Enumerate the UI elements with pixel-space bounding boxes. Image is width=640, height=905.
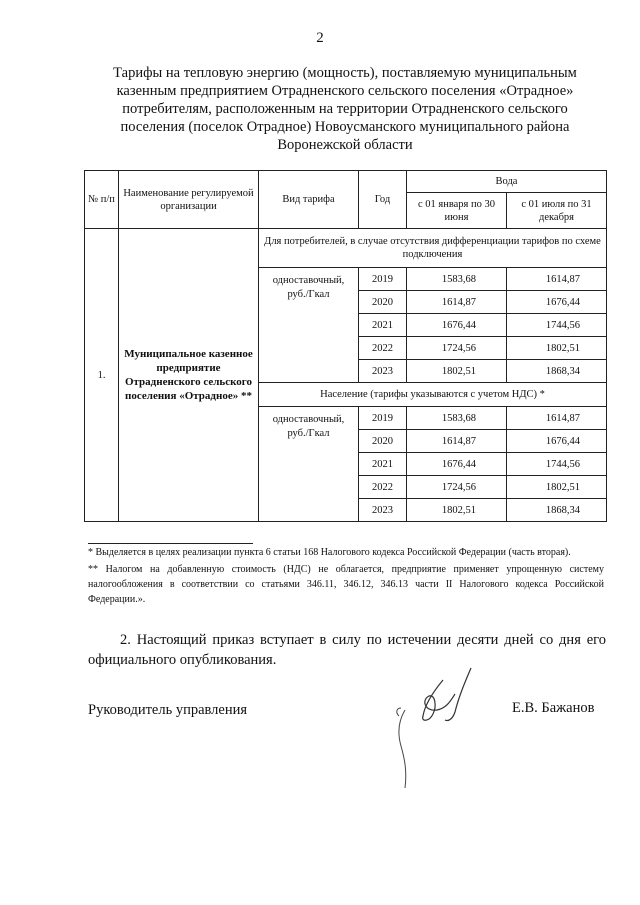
section-label: Население (тарифы указываются с учетом НДС) * (259, 383, 607, 407)
value-cell: 1614,87 (507, 407, 607, 430)
value-cell: 1802,51 (507, 476, 607, 499)
year-cell: 2022 (359, 337, 407, 360)
footnotes (88, 545, 604, 609)
year-cell: 2019 (359, 268, 407, 291)
document-title: Тарифы на тепловую энергию (мощность), поставляемую муниципальным казенным предприятием Отрадненского сельского поселения «Отрадное» потребителям, расположенным на территории Отрадненского сельского поселения (поселок Отрадное) Новоусманского муниципального района Воронежской области (113, 65, 577, 153)
footnote-divider (88, 543, 253, 544)
header-tariff-kind: Вид тарифа (259, 171, 359, 229)
year-cell: 2023 (359, 499, 407, 522)
signer-title: Руководитель управления (88, 702, 248, 718)
year-cell: 2023 (359, 360, 407, 383)
header-water: Вода (407, 171, 607, 193)
year-cell: 2019 (359, 407, 407, 430)
year-cell: 2021 (359, 453, 407, 476)
section-label: Для потребителей, в случае отсутствия дифференциации тарифов по схеме подключения (259, 229, 607, 268)
value-cell: 1868,34 (507, 360, 607, 383)
year-cell: 2022 (359, 476, 407, 499)
signature-image (385, 660, 495, 800)
value-cell: 1583,68 (407, 407, 507, 430)
value-cell: 1802,51 (407, 360, 507, 383)
year-cell: 2020 (359, 430, 407, 453)
header-year: Год (359, 171, 407, 229)
header-period-2: с 01 июля по 31 декабря (507, 193, 607, 229)
value-cell: 1744,56 (507, 314, 607, 337)
value-cell: 1802,51 (507, 337, 607, 360)
value-cell: 1724,56 (407, 337, 507, 360)
clause-paragraph: 2. Настоящий приказ вступает в силу по истечении десяти дней со дня его официального опубликования. (88, 632, 606, 668)
header-num: № п/п (85, 171, 119, 229)
organization-name: Муниципальное казенное предприятие Отрадненского сельского поселения «Отрадное» ** (119, 229, 259, 522)
page-number: 2 (316, 30, 324, 46)
value-cell: 1676,44 (507, 430, 607, 453)
tariff-table (84, 170, 607, 522)
value-cell: 1614,87 (407, 430, 507, 453)
value-cell: 1614,87 (507, 268, 607, 291)
header-period-1: с 01 января по 30 июня (407, 193, 507, 229)
value-cell: 1676,44 (507, 291, 607, 314)
value-cell: 1868,34 (507, 499, 607, 522)
footnote-2: ** Налогом на добавленную стоимость (НДС) не облагается, предприятие применяет упрощенную систему налогообложения в соответствии со статьями 346.11, 346.12, 346.13 части II Налогового кодекса Российской Федерации.». (88, 564, 604, 605)
tariff-kind: одноставочный, руб./Гкал (259, 268, 359, 383)
footnote-1: * Выделяется в целях реализации пункта 6 статьи 168 Налогового кодекса Российской Федерации (часть вторая). (88, 547, 571, 558)
tariff-kind: одноставочный, руб./Гкал (259, 407, 359, 522)
signer-name: Е.В. Бажанов (512, 700, 595, 716)
header-organization: Наименование регулируемой организации (119, 171, 259, 229)
row-number: 1. (85, 229, 119, 522)
value-cell: 1676,44 (407, 314, 507, 337)
value-cell: 1724,56 (407, 476, 507, 499)
year-cell: 2020 (359, 291, 407, 314)
value-cell: 1676,44 (407, 453, 507, 476)
value-cell: 1614,87 (407, 291, 507, 314)
value-cell: 1744,56 (507, 453, 607, 476)
year-cell: 2021 (359, 314, 407, 337)
value-cell: 1802,51 (407, 499, 507, 522)
value-cell: 1583,68 (407, 268, 507, 291)
